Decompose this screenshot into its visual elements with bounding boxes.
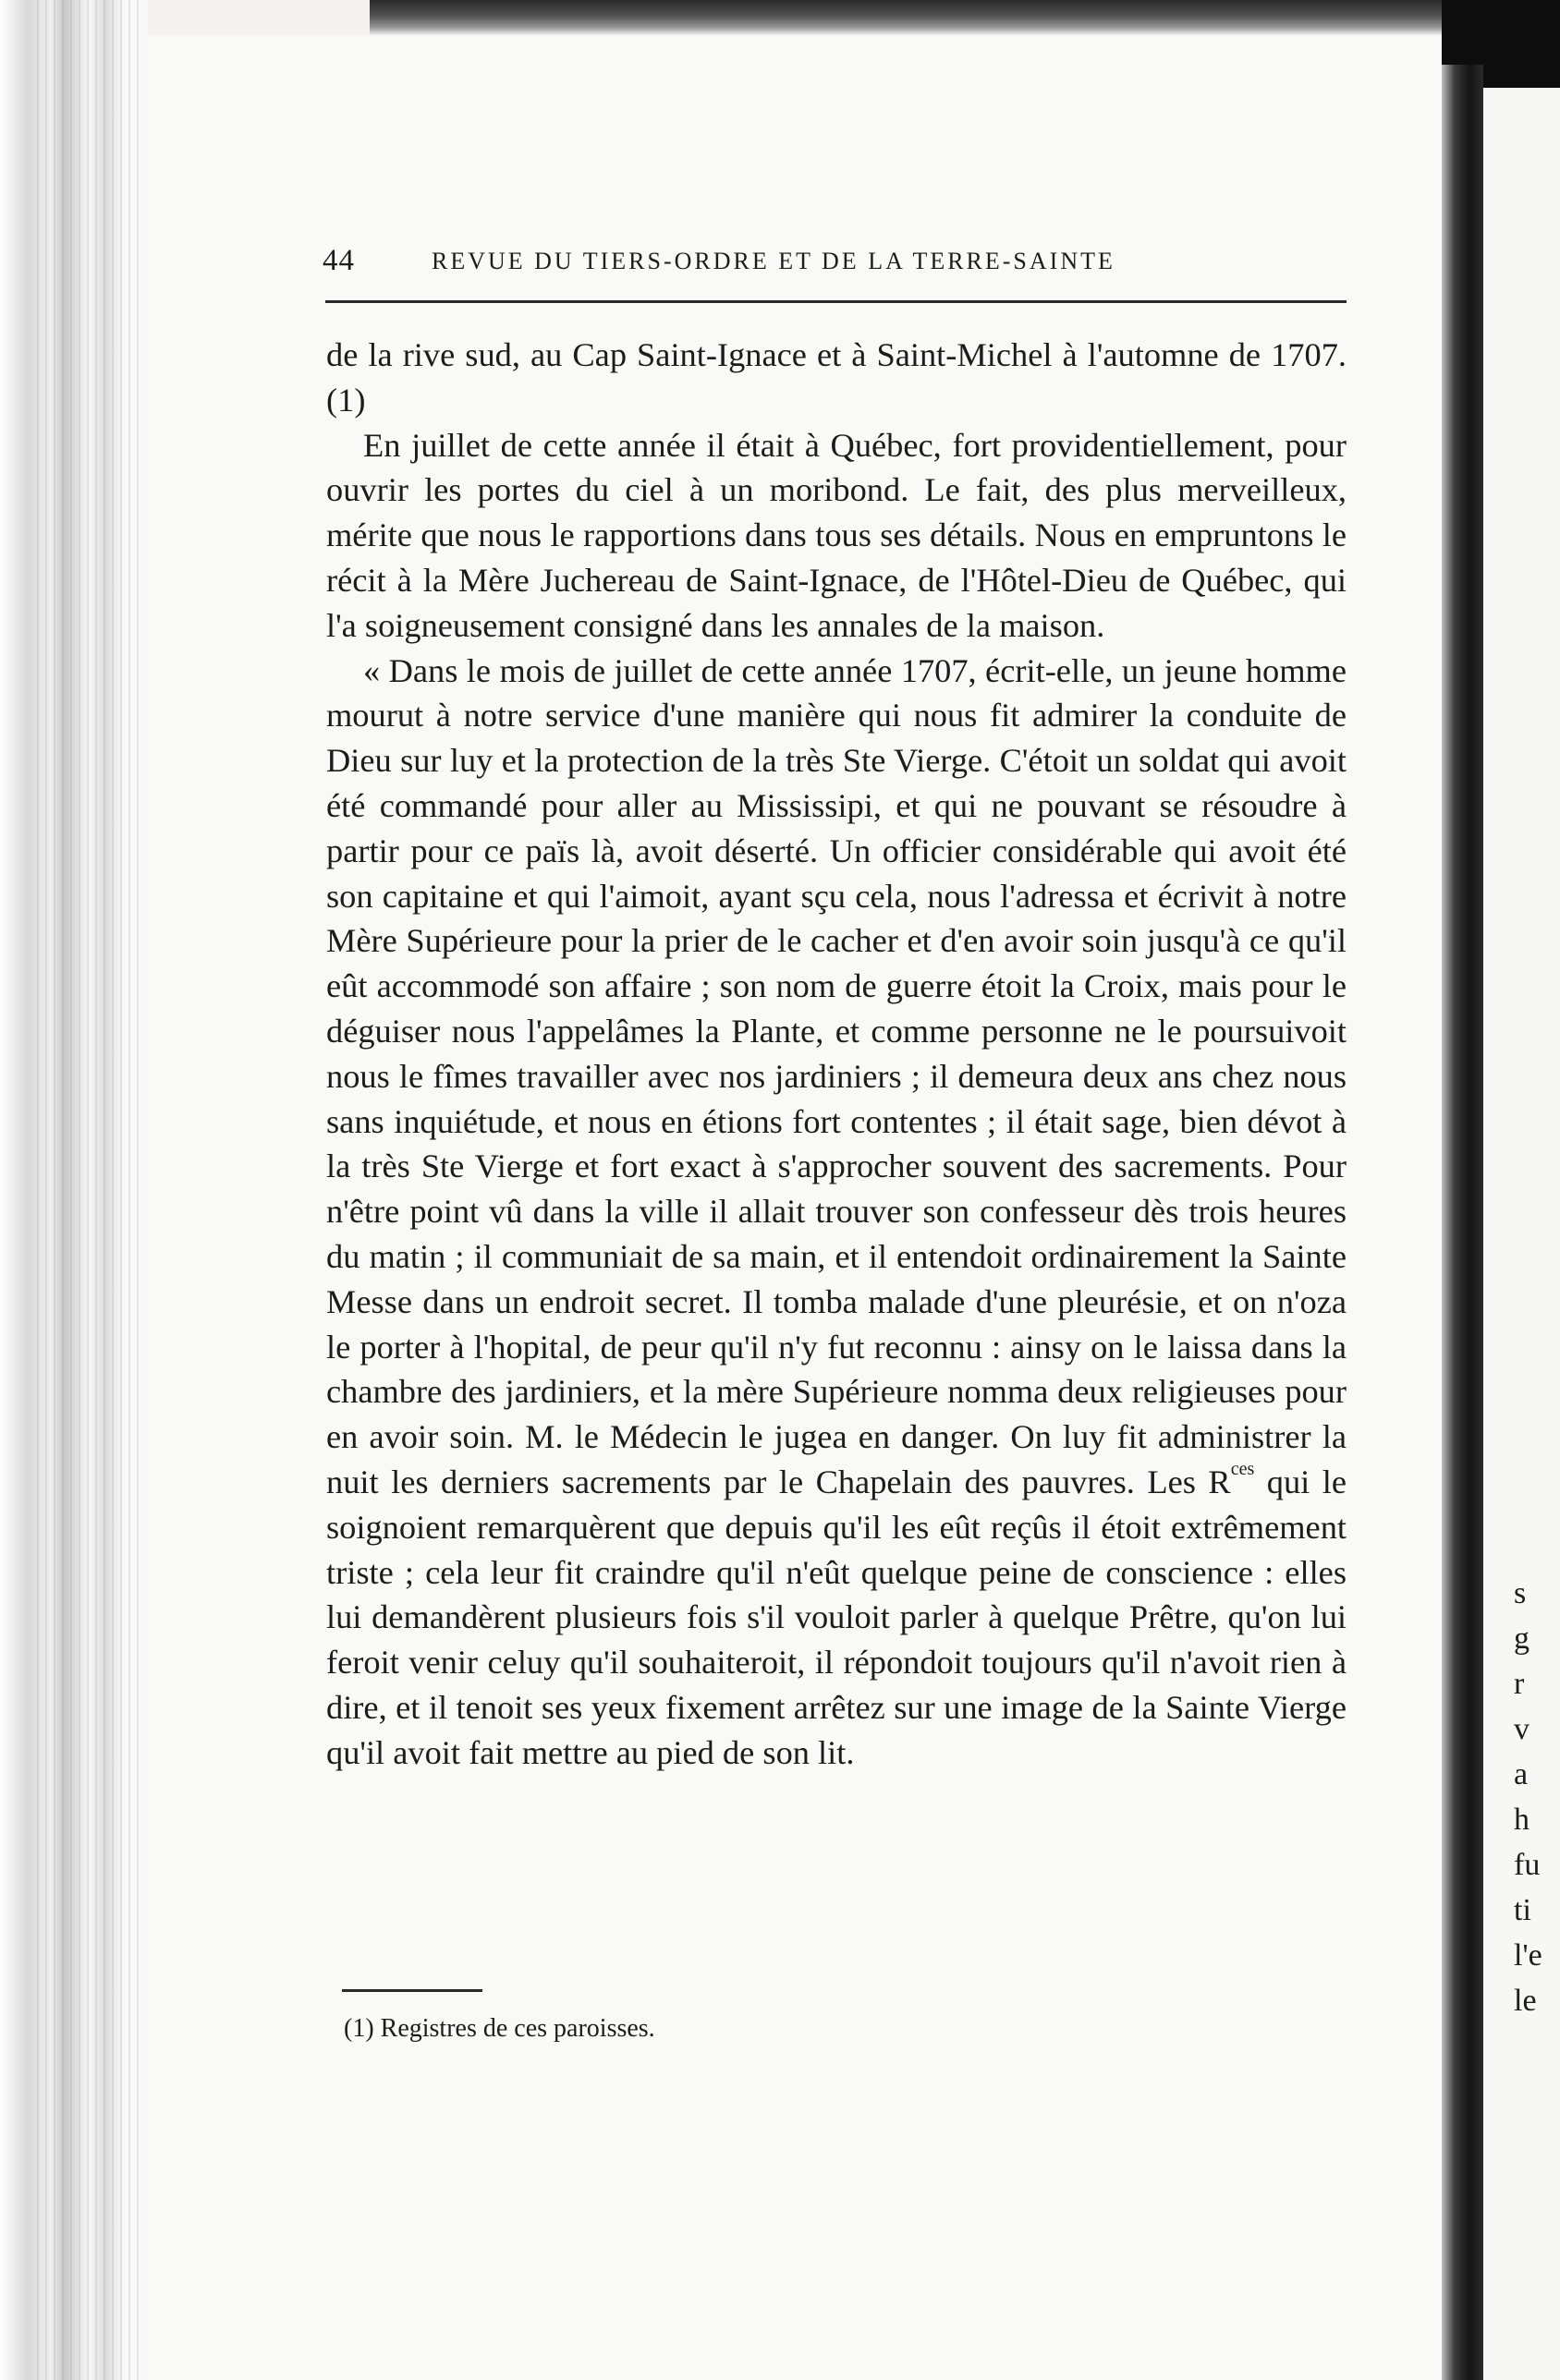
body-text <box>326 333 1347 1776</box>
next-page-edge <box>1483 88 1560 2380</box>
paragraph: En juillet de cette année il était à Québec, fort providentiellement, pour ouvrir les portes du ciel à un moribond. Le fait, des plus merveilleux, mérite que nous le rapportions dans tous ses détails. Nous en empruntons le récit à la Mère Juchereau de Saint-Ignace, de l'Hôtel-Dieu de Québec, qui l'a soigneusement consigné dans les annales de la maison. <box>326 426 1347 644</box>
header-rule <box>325 300 1347 303</box>
binding-shadow-streaks <box>37 0 139 2380</box>
page-header <box>323 242 1347 283</box>
fragment: a <box>1514 1757 1529 1791</box>
fragment: le <box>1514 1984 1537 2018</box>
page-gutter-shadow <box>1442 65 1483 2380</box>
paragraph-part: qui le soignoient remarquèrent que depuis qu'il les eût reçûs il étoit extrêmement triste ; cela leur fit craindre qu'il n'eût quelque peine de conscience : elles lui demandèrent plusieurs fois s'il vouloit parler à quelque Prêtre, qu'on lui feroit venir celuy qu'il souhaiteroit, il répondoit toujours qu'il n'avoit rien à dire, et il tenoit ses yeux fixement arrêtez sur une image de la Sainte Vierge qu'il avoit fait mettre au pied de son lit. <box>326 1463 1347 1771</box>
fragment: r <box>1514 1667 1525 1701</box>
fragment: s <box>1514 1576 1527 1610</box>
fragment: fu <box>1514 1848 1541 1882</box>
fragment: v <box>1514 1712 1530 1746</box>
footnote-rule <box>342 1989 482 1992</box>
fragment: ti <box>1514 1893 1531 1927</box>
fragment: h <box>1514 1803 1530 1837</box>
page-number: 44 <box>323 244 355 277</box>
next-page-text-fragments <box>1514 1571 1560 2023</box>
superscript-abbreviation: ces <box>1230 1458 1255 1479</box>
paragraph: de la rive sud, au Cap Saint-Ignace et à Saint-Michel à l'automne de 1707. (1) <box>326 336 1347 419</box>
scan-top-edge <box>370 0 1460 35</box>
running-title: REVUE DU TIERS-ORDRE ET DE LA TERRE-SAINTE <box>432 248 1115 274</box>
footnote: (1) Registres de ces paroisses. <box>344 2014 655 2043</box>
fragment: g <box>1514 1621 1530 1656</box>
paragraph-part: « Dans le mois de juillet de cette année 1707, écrit-elle, un jeune homme mourut à notre service d'une manière qui nous fit admirer la conduite de Dieu sur luy et la protection de la très Ste Vierge. C'étoit un soldat qui avoit été commandé pour aller au Mississipi, et qui ne pouvant se résoudre à partir pour ce païs là, avoit déserté. Un officier considérable qui avoit été son capitaine et qui l'aimoit, ayant sçu cela, nous l'adressa et écrivit à notre Mère Supérieure pour la prier de le cacher et d'en avoir soin jusqu'à ce qu'il eût accommodé son affaire ; son nom de guerre étoit la Croix, mais pour le déguiser nous l'appelâmes la Plante, et comme personne ne le poursuivoit nous le fîmes travailler avec nos jardiniers ; il demeura deux ans chez nous sans inquiétude, et nous en étions fort contentes ; il était sage, bien dévot à la très Ste Vierge et fort exact à s'approcher souvent des sacrements. Pour n'être point vû dans la ville il allait trouver son confesseur dès trois heures du matin ; il communiait de sa main, et il entendoit ordinairement la Sainte Messe dans un endroit secret. Il tomba malade d'une pleurésie, et on n'oza le porter à l'hopital, de peur qu'il n'y fut reconnu : ainsy on le laissa dans la chambre des jardiniers, et la mère Supérieure nomma deux religieuses pour en avoir soin. M. le Médecin le jugea en danger. On luy fit administrer la nuit les derniers sacrements par le Chapelain des pauvres. Les R <box>326 651 1347 1500</box>
paragraph <box>326 649 1347 1776</box>
fragment: l'e <box>1514 1938 1542 1973</box>
